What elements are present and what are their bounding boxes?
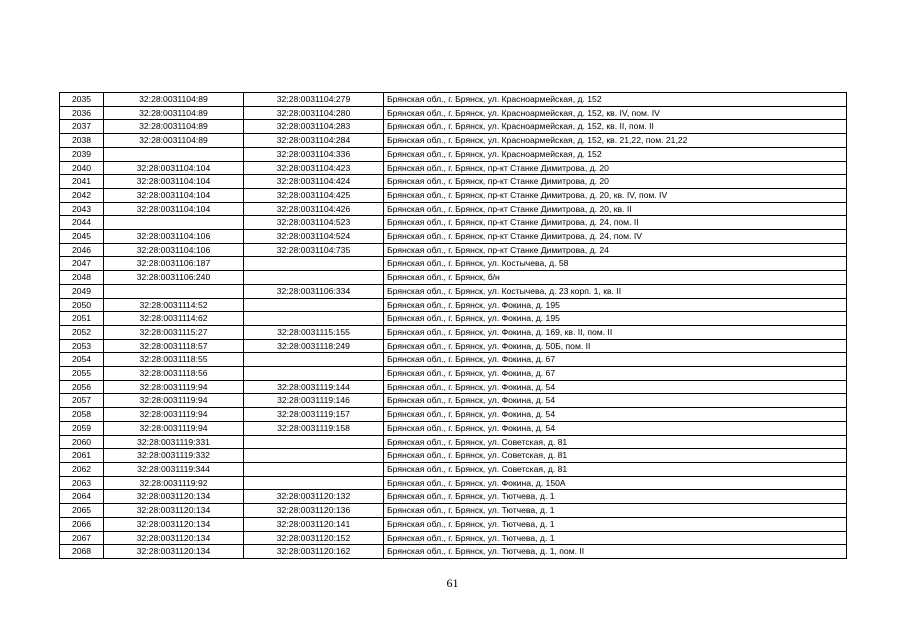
row-number-cell: 2041: [60, 175, 104, 189]
object-cadastral-number-cell: 32:28:0031104:735: [244, 243, 384, 257]
address-cell: Брянская обл., г. Брянск, ул. Красноармейская, д. 152, кв. II, пом. II: [384, 120, 847, 134]
row-number-cell: 2043: [60, 202, 104, 216]
row-number-cell: 2067: [60, 531, 104, 545]
table-row: [60, 325, 847, 339]
address-cell: Брянская обл., г. Брянск, ул. Советская, д. 81: [384, 435, 847, 449]
parcel-cadastral-number-cell: 32:28:0031120:134: [104, 517, 244, 531]
table-row: [60, 188, 847, 202]
table-row: [60, 161, 847, 175]
parcel-cadastral-number-cell: 32:28:0031104:89: [104, 120, 244, 134]
table-row: [60, 462, 847, 476]
parcel-cadastral-number-cell: 32:28:0031104:106: [104, 243, 244, 257]
parcel-cadastral-number-cell: 32:28:0031114:52: [104, 298, 244, 312]
address-cell: Брянская обл., г. Брянск, ул. Красноармейская, д. 152: [384, 147, 847, 161]
object-cadastral-number-cell: 32:28:0031104:279: [244, 93, 384, 107]
address-cell: Брянская обл., г. Брянск, ул. Тютчева, д. 1: [384, 531, 847, 545]
table-row: [60, 408, 847, 422]
address-cell: Брянская обл., г. Брянск, ул. Советская, д. 81: [384, 462, 847, 476]
row-number-cell: 2062: [60, 462, 104, 476]
object-cadastral-number-cell: 32:28:0031106:334: [244, 284, 384, 298]
row-number-cell: 2055: [60, 367, 104, 381]
table-row: [60, 380, 847, 394]
row-number-cell: 2056: [60, 380, 104, 394]
object-cadastral-number-cell: 32:28:0031120:132: [244, 490, 384, 504]
address-cell: Брянская обл., г. Брянск, ул. Фокина, д. 54: [384, 408, 847, 422]
row-number-cell: 2047: [60, 257, 104, 271]
row-number-cell: 2039: [60, 147, 104, 161]
object-cadastral-number-cell: 32:28:0031119:146: [244, 394, 384, 408]
address-cell: Брянская обл., г. Брянск, пр-кт Станке Димитрова, д. 24: [384, 243, 847, 257]
object-cadastral-number-cell: [244, 257, 384, 271]
row-number-cell: 2038: [60, 134, 104, 148]
table-row: [60, 517, 847, 531]
address-cell: Брянская обл., г. Брянск, ул. Тютчева, д. 1: [384, 504, 847, 518]
address-cell: Брянская обл., г. Брянск, ул. Фокина, д. 54: [384, 380, 847, 394]
address-cell: Брянская обл., г. Брянск, ул. Фокина, д. 195: [384, 298, 847, 312]
address-cell: Брянская обл., г. Брянск, ул. Фокина, д. 67: [384, 353, 847, 367]
row-number-cell: 2052: [60, 325, 104, 339]
object-cadastral-number-cell: 32:28:0031119:144: [244, 380, 384, 394]
address-cell: Брянская обл., г. Брянск, ул. Красноармейская, д. 152, кв. 21,22, пом. 21,22: [384, 134, 847, 148]
object-cadastral-number-cell: [244, 271, 384, 285]
object-cadastral-number-cell: 32:28:0031104:280: [244, 106, 384, 120]
address-cell: Брянская обл., г. Брянск, б/н: [384, 271, 847, 285]
row-number-cell: 2058: [60, 408, 104, 422]
registry-table-body: [60, 93, 847, 559]
object-cadastral-number-cell: [244, 435, 384, 449]
object-cadastral-number-cell: 32:28:0031120:152: [244, 531, 384, 545]
object-cadastral-number-cell: 32:28:0031104:283: [244, 120, 384, 134]
object-cadastral-number-cell: 32:28:0031120:141: [244, 517, 384, 531]
parcel-cadastral-number-cell: 32:28:0031104:104: [104, 175, 244, 189]
object-cadastral-number-cell: 32:28:0031104:423: [244, 161, 384, 175]
table-row: [60, 271, 847, 285]
object-cadastral-number-cell: 32:28:0031119:158: [244, 421, 384, 435]
object-cadastral-number-cell: 32:28:0031119:157: [244, 408, 384, 422]
address-cell: Брянская обл., г. Брянск, ул. Тютчева, д. 1: [384, 517, 847, 531]
object-cadastral-number-cell: 32:28:0031120:136: [244, 504, 384, 518]
parcel-cadastral-number-cell: 32:28:0031104:104: [104, 161, 244, 175]
address-cell: Брянская обл., г. Брянск, ул. Фокина, д. 54: [384, 394, 847, 408]
row-number-cell: 2035: [60, 93, 104, 107]
address-cell: Брянская обл., г. Брянск, ул. Красноармейская, д. 152, кв. IV, пом. IV: [384, 106, 847, 120]
address-cell: Брянская обл., г. Брянск, пр-кт Станке Димитрова, д. 20, кв. IV, пом. IV: [384, 188, 847, 202]
address-cell: Брянская обл., г. Брянск, ул. Фокина, д. 150А: [384, 476, 847, 490]
table-row: [60, 257, 847, 271]
row-number-cell: 2065: [60, 504, 104, 518]
parcel-cadastral-number-cell: [104, 284, 244, 298]
row-number-cell: 2050: [60, 298, 104, 312]
row-number-cell: 2037: [60, 120, 104, 134]
object-cadastral-number-cell: [244, 476, 384, 490]
row-number-cell: 2068: [60, 545, 104, 559]
parcel-cadastral-number-cell: 32:28:0031119:344: [104, 462, 244, 476]
address-cell: Брянская обл., г. Брянск, ул. Костычева, д. 58: [384, 257, 847, 271]
address-cell: Брянская обл., г. Брянск, ул. Фокина, д. 67: [384, 367, 847, 381]
row-number-cell: 2051: [60, 312, 104, 326]
parcel-cadastral-number-cell: 32:28:0031114:62: [104, 312, 244, 326]
row-number-cell: 2044: [60, 216, 104, 230]
row-number-cell: 2048: [60, 271, 104, 285]
table-row: [60, 147, 847, 161]
parcel-cadastral-number-cell: 32:28:0031104:89: [104, 93, 244, 107]
parcel-cadastral-number-cell: 32:28:0031120:134: [104, 490, 244, 504]
parcel-cadastral-number-cell: [104, 147, 244, 161]
table-row: [60, 367, 847, 381]
object-cadastral-number-cell: [244, 449, 384, 463]
parcel-cadastral-number-cell: 32:28:0031120:134: [104, 504, 244, 518]
parcel-cadastral-number-cell: 32:28:0031119:94: [104, 421, 244, 435]
parcel-cadastral-number-cell: 32:28:0031119:94: [104, 380, 244, 394]
table-row: [60, 202, 847, 216]
parcel-cadastral-number-cell: 32:28:0031119:92: [104, 476, 244, 490]
row-number-cell: 2063: [60, 476, 104, 490]
parcel-cadastral-number-cell: 32:28:0031106:187: [104, 257, 244, 271]
row-number-cell: 2057: [60, 394, 104, 408]
row-number-cell: 2061: [60, 449, 104, 463]
table-row: [60, 284, 847, 298]
object-cadastral-number-cell: [244, 353, 384, 367]
address-cell: Брянская обл., г. Брянск, ул. Красноармейская, д. 152: [384, 93, 847, 107]
parcel-cadastral-number-cell: [104, 216, 244, 230]
row-number-cell: 2059: [60, 421, 104, 435]
parcel-cadastral-number-cell: 32:28:0031119:331: [104, 435, 244, 449]
address-cell: Брянская обл., г. Брянск, ул. Фокина, д. 50Б, пом. II: [384, 339, 847, 353]
object-cadastral-number-cell: 32:28:0031104:524: [244, 230, 384, 244]
table-row: [60, 120, 847, 134]
parcel-cadastral-number-cell: 32:28:0031118:56: [104, 367, 244, 381]
parcel-cadastral-number-cell: 32:28:0031120:134: [104, 545, 244, 559]
table-row: [60, 490, 847, 504]
address-cell: Брянская обл., г. Брянск, ул. Тютчева, д. 1, пом. II: [384, 545, 847, 559]
address-cell: Брянская обл., г. Брянск, пр-кт Станке Димитрова, д. 20: [384, 175, 847, 189]
parcel-cadastral-number-cell: 32:28:0031118:57: [104, 339, 244, 353]
row-number-cell: 2060: [60, 435, 104, 449]
row-number-cell: 2054: [60, 353, 104, 367]
table-row: [60, 339, 847, 353]
parcel-cadastral-number-cell: 32:28:0031104:106: [104, 230, 244, 244]
table-row: [60, 216, 847, 230]
object-cadastral-number-cell: 32:28:0031104:523: [244, 216, 384, 230]
parcel-cadastral-number-cell: 32:28:0031120:134: [104, 531, 244, 545]
row-number-cell: 2049: [60, 284, 104, 298]
parcel-cadastral-number-cell: 32:28:0031119:94: [104, 394, 244, 408]
address-cell: Брянская обл., г. Брянск, ул. Тютчева, д. 1: [384, 490, 847, 504]
parcel-cadastral-number-cell: 32:28:0031115:27: [104, 325, 244, 339]
object-cadastral-number-cell: 32:28:0031104:284: [244, 134, 384, 148]
table-row: [60, 134, 847, 148]
row-number-cell: 2053: [60, 339, 104, 353]
address-cell: Брянская обл., г. Брянск, ул. Фокина, д. 195: [384, 312, 847, 326]
object-cadastral-number-cell: [244, 312, 384, 326]
table-row: [60, 353, 847, 367]
table-row: [60, 504, 847, 518]
object-cadastral-number-cell: 32:28:0031115:155: [244, 325, 384, 339]
parcel-cadastral-number-cell: 32:28:0031119:94: [104, 408, 244, 422]
row-number-cell: 2040: [60, 161, 104, 175]
address-cell: Брянская обл., г. Брянск, ул. Фокина, д. 169, кв. II, пом. II: [384, 325, 847, 339]
object-cadastral-number-cell: [244, 298, 384, 312]
object-cadastral-number-cell: 32:28:0031104:424: [244, 175, 384, 189]
object-cadastral-number-cell: 32:28:0031104:426: [244, 202, 384, 216]
row-number-cell: 2036: [60, 106, 104, 120]
parcel-cadastral-number-cell: 32:28:0031119:332: [104, 449, 244, 463]
table-row: [60, 476, 847, 490]
row-number-cell: 2066: [60, 517, 104, 531]
table-row: [60, 93, 847, 107]
table-row: [60, 298, 847, 312]
table-row: [60, 449, 847, 463]
object-cadastral-number-cell: [244, 462, 384, 476]
address-cell: Брянская обл., г. Брянск, ул. Советская, д. 81: [384, 449, 847, 463]
object-cadastral-number-cell: [244, 367, 384, 381]
row-number-cell: 2046: [60, 243, 104, 257]
parcel-cadastral-number-cell: 32:28:0031104:104: [104, 188, 244, 202]
table-row: [60, 230, 847, 244]
table-row: [60, 531, 847, 545]
parcel-cadastral-number-cell: 32:28:0031104:89: [104, 134, 244, 148]
row-number-cell: 2064: [60, 490, 104, 504]
registry-table: [59, 92, 847, 559]
parcel-cadastral-number-cell: 32:28:0031104:89: [104, 106, 244, 120]
page-number: 61: [446, 576, 459, 590]
table-row: [60, 106, 847, 120]
address-cell: Брянская обл., г. Брянск, пр-кт Станке Димитрова, д. 24, пом. IV: [384, 230, 847, 244]
parcel-cadastral-number-cell: 32:28:0031104:104: [104, 202, 244, 216]
address-cell: Брянская обл., г. Брянск, ул. Костычева, д. 23 корп. 1, кв. II: [384, 284, 847, 298]
table-row: [60, 394, 847, 408]
parcel-cadastral-number-cell: 32:28:0031118:55: [104, 353, 244, 367]
address-cell: Брянская обл., г. Брянск, ул. Фокина, д. 54: [384, 421, 847, 435]
object-cadastral-number-cell: 32:28:0031118:249: [244, 339, 384, 353]
address-cell: Брянская обл., г. Брянск, пр-кт Станке Димитрова, д. 20: [384, 161, 847, 175]
table-row: [60, 421, 847, 435]
object-cadastral-number-cell: 32:28:0031104:336: [244, 147, 384, 161]
table-row: [60, 243, 847, 257]
object-cadastral-number-cell: 32:28:0031120:162: [244, 545, 384, 559]
parcel-cadastral-number-cell: 32:28:0031106:240: [104, 271, 244, 285]
table-row: [60, 175, 847, 189]
object-cadastral-number-cell: 32:28:0031104:425: [244, 188, 384, 202]
table-row: [60, 435, 847, 449]
address-cell: Брянская обл., г. Брянск, пр-кт Станке Димитрова, д. 20, кв. II: [384, 202, 847, 216]
row-number-cell: 2045: [60, 230, 104, 244]
row-number-cell: 2042: [60, 188, 104, 202]
table-row: [60, 545, 847, 559]
table-row: [60, 312, 847, 326]
address-cell: Брянская обл., г. Брянск, пр-кт Станке Димитрова, д. 24, пом. II: [384, 216, 847, 230]
